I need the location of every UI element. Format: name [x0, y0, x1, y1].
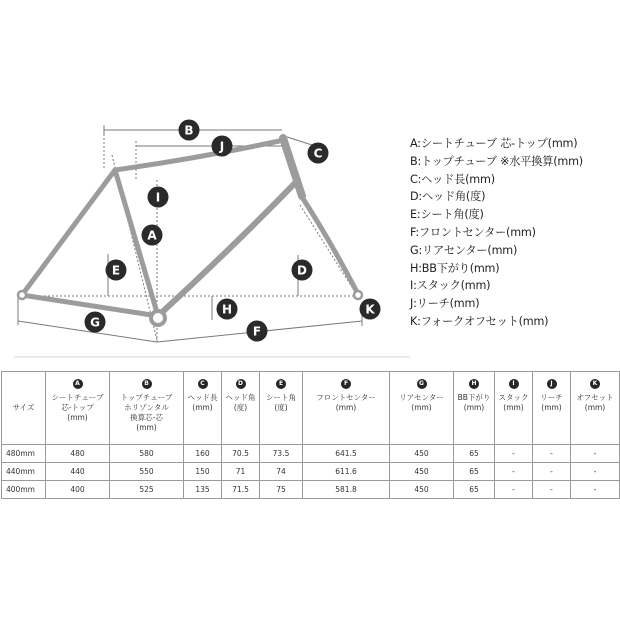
table-row — [2, 481, 620, 499]
column-header-label: (mm) — [411, 403, 432, 412]
svg-text:A: A — [147, 228, 157, 243]
column-header-label: フロントセンター — [316, 393, 376, 402]
legend-item: C:ヘッド長(mm) — [410, 172, 495, 186]
legend-item: I:スタック(mm) — [410, 279, 491, 293]
column-letter-badge: H — [469, 379, 479, 389]
table-cell: 160 — [184, 445, 222, 463]
badge-h — [217, 299, 238, 320]
column-header-d — [222, 372, 260, 445]
badge-b — [179, 120, 200, 141]
table-cell: 150 — [184, 463, 222, 481]
column-header-label: シートチューブ — [51, 393, 104, 402]
table-cell: 480 — [46, 445, 110, 463]
column-header-label: 芯-トップ — [61, 403, 94, 412]
badge-k — [360, 299, 381, 320]
legend-item: D:ヘッド角(度) — [410, 190, 486, 204]
table-cell: - — [495, 445, 533, 463]
fork — [300, 194, 358, 294]
column-letter-badge: A — [73, 379, 83, 389]
column-header-a — [46, 372, 110, 445]
column-letter-badge: I — [509, 379, 519, 389]
column-header-label: (mm) — [136, 423, 157, 432]
column-header-label: ヘッド長 — [187, 393, 218, 402]
column-header-label: トップチューブ — [120, 393, 173, 402]
svg-text:E: E — [111, 263, 121, 278]
size-column-header: サイズ — [2, 372, 46, 445]
table-cell: 135 — [184, 481, 222, 499]
column-header-label: スタック — [498, 393, 529, 402]
table-cell: 580 — [110, 445, 184, 463]
table-cell: 440 — [46, 463, 110, 481]
svg-text:C: C — [313, 146, 323, 161]
badge-i — [148, 187, 169, 208]
table-cell: 400 — [46, 481, 110, 499]
svg-text:F: F — [252, 324, 262, 339]
table-cell: 65 — [454, 445, 495, 463]
svg-text:D: D — [297, 263, 307, 278]
table-cell: 450 — [390, 445, 454, 463]
table-cell: - — [533, 445, 571, 463]
bottom-bracket — [151, 311, 165, 325]
column-header-label: (mm) — [335, 403, 357, 412]
table-row — [2, 463, 620, 481]
table-cell: - — [571, 481, 620, 499]
table-cell: 641.5 — [303, 445, 390, 463]
column-header-label: ヘッド角 — [225, 393, 256, 402]
column-header-label: 換算芯-芯 — [130, 413, 163, 422]
size-cell: 480mm — [2, 445, 46, 463]
table-cell: - — [533, 481, 571, 499]
legend-item: J:リーチ(mm) — [410, 297, 480, 311]
badge-d — [292, 260, 313, 281]
table-cell: 450 — [390, 463, 454, 481]
column-header-label: リアセンター — [399, 393, 444, 402]
column-letter-badge: D — [236, 379, 246, 389]
badge-a — [142, 225, 163, 246]
legend-item: A:シートチューブ 芯-トップ(mm) — [410, 137, 578, 150]
column-header-label: (度) — [274, 403, 288, 412]
table-cell: 450 — [390, 481, 454, 499]
legend-item: K:フォークオフセット(mm) — [410, 314, 549, 328]
badge-j — [212, 136, 233, 157]
column-header-label: (mm) — [584, 403, 606, 412]
column-header-e — [260, 372, 303, 445]
table-cell: 65 — [454, 463, 495, 481]
column-letter-badge: K — [590, 379, 600, 389]
column-letter-badge: G — [417, 379, 427, 389]
column-header-label: ホリゾンタル — [124, 403, 169, 412]
legend-item: F:フロントセンター(mm) — [410, 225, 536, 239]
table-cell: - — [495, 463, 533, 481]
column-letter-badge: F — [341, 379, 351, 389]
column-header-i — [495, 372, 533, 445]
front-dropout — [354, 291, 362, 299]
table-cell: - — [571, 445, 620, 463]
top-tube — [115, 140, 284, 170]
table-cell: 581.8 — [303, 481, 390, 499]
badge-e — [106, 260, 127, 281]
table-body — [2, 445, 620, 499]
table-cell: 525 — [110, 481, 184, 499]
column-letter-badge: J — [547, 379, 557, 389]
column-header-label: シート角 — [266, 393, 296, 402]
table-cell: 550 — [110, 463, 184, 481]
legend-item: B:トップチューブ ※水平換算(mm) — [410, 154, 583, 168]
svg-text:I: I — [155, 190, 161, 205]
table-cell: 71.5 — [222, 481, 260, 499]
svg-text:K: K — [365, 302, 375, 317]
seat-stay — [22, 170, 115, 295]
column-header-label: (mm) — [67, 413, 88, 422]
table-cell: 74 — [260, 463, 303, 481]
column-header-f — [303, 372, 390, 445]
size-cell: 440mm — [2, 463, 46, 481]
column-letter-badge: E — [276, 379, 286, 389]
rear-dropout — [18, 291, 26, 299]
legend-item: E:シート角(度) — [410, 208, 484, 222]
column-header-label: オフセット — [576, 393, 614, 402]
column-header-label: (度) — [233, 403, 248, 412]
svg-text:J: J — [219, 139, 225, 154]
badge-f — [247, 321, 268, 342]
badge-c — [308, 143, 329, 164]
legend-item: H:BB下がり(mm) — [410, 261, 500, 275]
column-header-g — [390, 372, 454, 445]
column-letter-badge: C — [198, 379, 208, 389]
svg-text:G: G — [90, 315, 100, 330]
size-cell: 400mm — [2, 481, 46, 499]
column-header-c — [184, 372, 222, 445]
geometry-legend — [410, 135, 615, 331]
column-header-label: (mm) — [503, 403, 524, 412]
column-header-label: (mm) — [463, 403, 485, 412]
table-cell: 611.6 — [303, 463, 390, 481]
table-cell: 73.5 — [260, 445, 303, 463]
table-cell: 65 — [454, 481, 495, 499]
column-header-k — [571, 372, 620, 445]
table-cell: 70.5 — [222, 445, 260, 463]
column-header-label: リーチ — [540, 393, 563, 402]
geometry-spec-table — [1, 371, 620, 499]
column-header-b — [110, 372, 184, 445]
table-cell: - — [533, 463, 571, 481]
legend-item: G:リアセンター(mm) — [410, 243, 518, 257]
table-cell: 71 — [222, 463, 260, 481]
svg-text:B: B — [184, 123, 194, 138]
column-header-label: (mm) — [541, 403, 562, 412]
column-header-label: BB下がり — [457, 393, 491, 402]
table-header-row — [2, 372, 620, 445]
column-header-j — [533, 372, 571, 445]
table-cell: - — [495, 481, 533, 499]
table-cell: 75 — [260, 481, 303, 499]
column-header-label: (mm) — [192, 403, 213, 412]
badge-g — [85, 312, 106, 333]
svg-text:H: H — [221, 302, 233, 317]
table-cell: - — [571, 463, 620, 481]
column-header-h — [454, 372, 495, 445]
bike-frame — [22, 138, 358, 316]
table-row — [2, 445, 620, 463]
column-letter-badge: B — [142, 379, 152, 389]
